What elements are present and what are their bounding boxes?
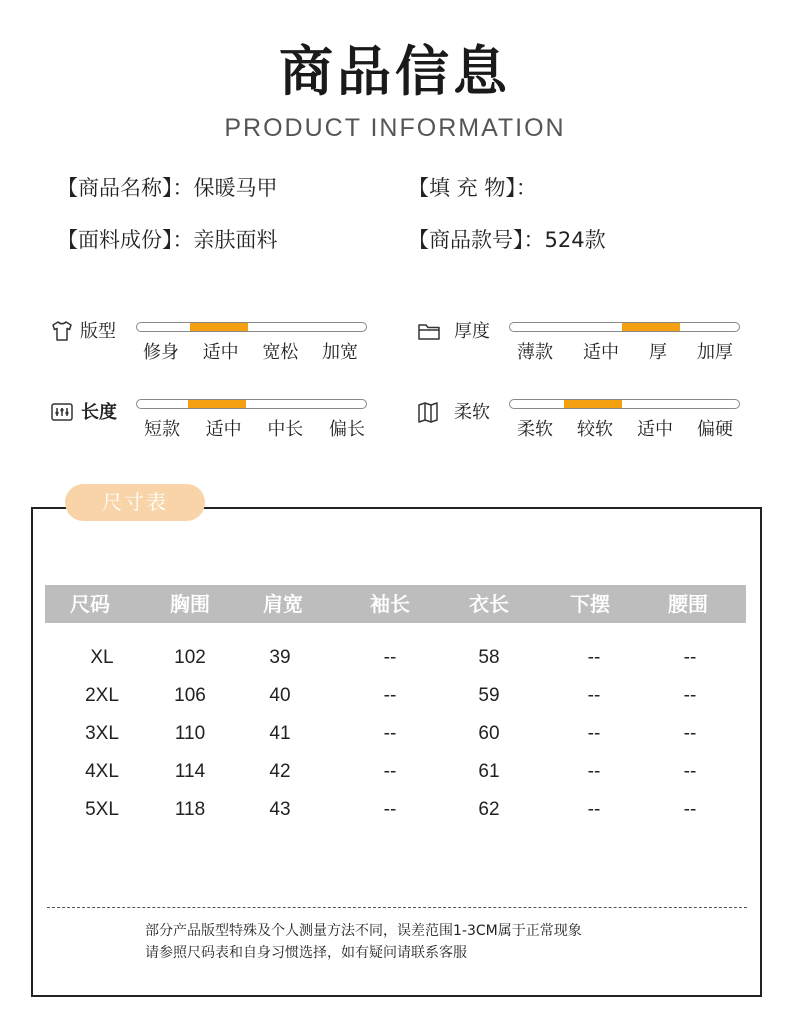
table-cell: 58 — [478, 647, 500, 668]
table-cell: -- — [587, 685, 601, 706]
size-table-tag: 尺寸表 — [65, 484, 205, 521]
option-label: 中长 — [267, 419, 304, 440]
page-title: 商品信息 — [279, 40, 511, 103]
info-label: 【面料成份】： — [57, 228, 194, 252]
fit-options — [143, 341, 358, 365]
table-cell: -- — [383, 799, 397, 820]
table-cell: -- — [587, 647, 601, 668]
info-product-name — [57, 174, 278, 202]
table-cell: XL — [90, 647, 114, 668]
attr-label-fit: 版型 — [80, 321, 116, 342]
info-model-number — [408, 226, 606, 254]
table-cell: 59 — [478, 685, 500, 706]
table-cell: -- — [383, 761, 397, 782]
softness-slider-fill — [564, 400, 622, 408]
attr-label-softness: 柔软 — [454, 402, 490, 423]
option-label: 加宽 — [321, 342, 358, 363]
column-header: 袖长 — [370, 592, 410, 616]
length-slider — [136, 399, 367, 409]
table-cell: -- — [587, 799, 601, 820]
table-cell: 60 — [478, 723, 500, 744]
option-label: 短款 — [144, 419, 180, 440]
table-cell: -- — [383, 685, 397, 706]
option-label: 加厚 — [697, 342, 733, 363]
softness-slider — [509, 399, 740, 409]
table-cell: 61 — [478, 761, 500, 782]
thickness-options — [517, 341, 733, 365]
map-icon — [417, 400, 441, 424]
note-line: 部分产品版型特殊及个人测量方法不同，误差范围1-3CM属于正常现象 — [145, 923, 582, 939]
fit-slider-fill — [190, 323, 248, 331]
attr-label-length: 长度 — [81, 402, 117, 423]
column-header: 尺码 — [70, 592, 110, 616]
table-cell: 5XL — [85, 799, 119, 820]
option-label: 适中 — [205, 419, 242, 440]
table-cell: -- — [683, 799, 697, 820]
table-cell: -- — [683, 647, 697, 668]
info-value: 保暖马甲 — [193, 176, 278, 200]
size-table-header — [45, 585, 746, 623]
thickness-slider — [509, 322, 740, 332]
table-cell: -- — [383, 723, 397, 744]
divider — [47, 907, 747, 908]
table-cell: -- — [587, 761, 601, 782]
table-cell: 2XL — [85, 685, 119, 706]
info-fabric — [57, 226, 278, 254]
column-header: 下摆 — [570, 592, 610, 616]
softness-options — [517, 418, 733, 442]
info-label: 【填 充 物】： — [408, 176, 537, 200]
column-header: 腰围 — [668, 592, 708, 616]
fit-slider — [136, 322, 367, 332]
option-label: 修身 — [143, 342, 179, 363]
table-cell: 102 — [174, 647, 206, 668]
option-label: 偏长 — [328, 419, 365, 440]
folder-icon — [417, 319, 441, 343]
table-cell: -- — [683, 761, 697, 782]
table-cell: 39 — [269, 647, 291, 668]
table-row — [45, 757, 746, 787]
option-label: 偏硬 — [697, 419, 733, 440]
table-cell: 106 — [174, 685, 206, 706]
option-label: 适中 — [637, 419, 673, 440]
table-cell: 43 — [269, 799, 291, 820]
table-cell: 4XL — [85, 761, 119, 782]
table-cell: 40 — [269, 685, 291, 706]
table-cell: 41 — [269, 723, 291, 744]
option-label: 柔软 — [517, 419, 553, 440]
info-label: 【商品名称】： — [57, 176, 194, 200]
table-row — [45, 719, 746, 749]
table-cell: -- — [587, 723, 601, 744]
table-cell: 110 — [174, 723, 206, 744]
option-label: 适中 — [202, 342, 239, 363]
note-line: 请参照尺码表和自身习惯选择，如有疑问请联系客服 — [145, 945, 467, 961]
ruler-icon — [50, 400, 74, 424]
table-cell: -- — [383, 647, 397, 668]
info-label: 【商品款号】： — [408, 228, 545, 252]
table-row — [45, 643, 746, 673]
option-label: 宽松 — [262, 342, 299, 363]
option-label: 较软 — [577, 419, 613, 440]
table-cell: 42 — [269, 761, 291, 782]
thickness-slider-fill — [622, 323, 680, 331]
info-value: 亲肤面料 — [193, 228, 278, 252]
option-label: 适中 — [583, 342, 619, 363]
table-cell: -- — [683, 685, 697, 706]
column-header: 肩宽 — [263, 592, 303, 616]
info-value: 524款 — [544, 228, 606, 252]
table-cell: 62 — [478, 799, 500, 820]
column-header: 胸围 — [170, 592, 210, 616]
info-filling — [408, 174, 537, 202]
table-cell: -- — [683, 723, 697, 744]
length-slider-fill — [188, 400, 246, 408]
tshirt-icon — [50, 319, 74, 343]
page-subtitle: PRODUCT INFORMATION — [224, 114, 566, 142]
table-row — [45, 795, 746, 825]
table-cell: 3XL — [85, 723, 119, 744]
length-options — [144, 418, 365, 442]
table-cell: 114 — [174, 761, 206, 782]
option-label: 薄款 — [517, 342, 553, 363]
option-label: 厚 — [649, 342, 667, 363]
table-row — [45, 681, 746, 711]
column-header: 衣长 — [469, 592, 509, 616]
attr-label-thickness: 厚度 — [454, 321, 490, 342]
table-cell: 118 — [174, 799, 206, 820]
